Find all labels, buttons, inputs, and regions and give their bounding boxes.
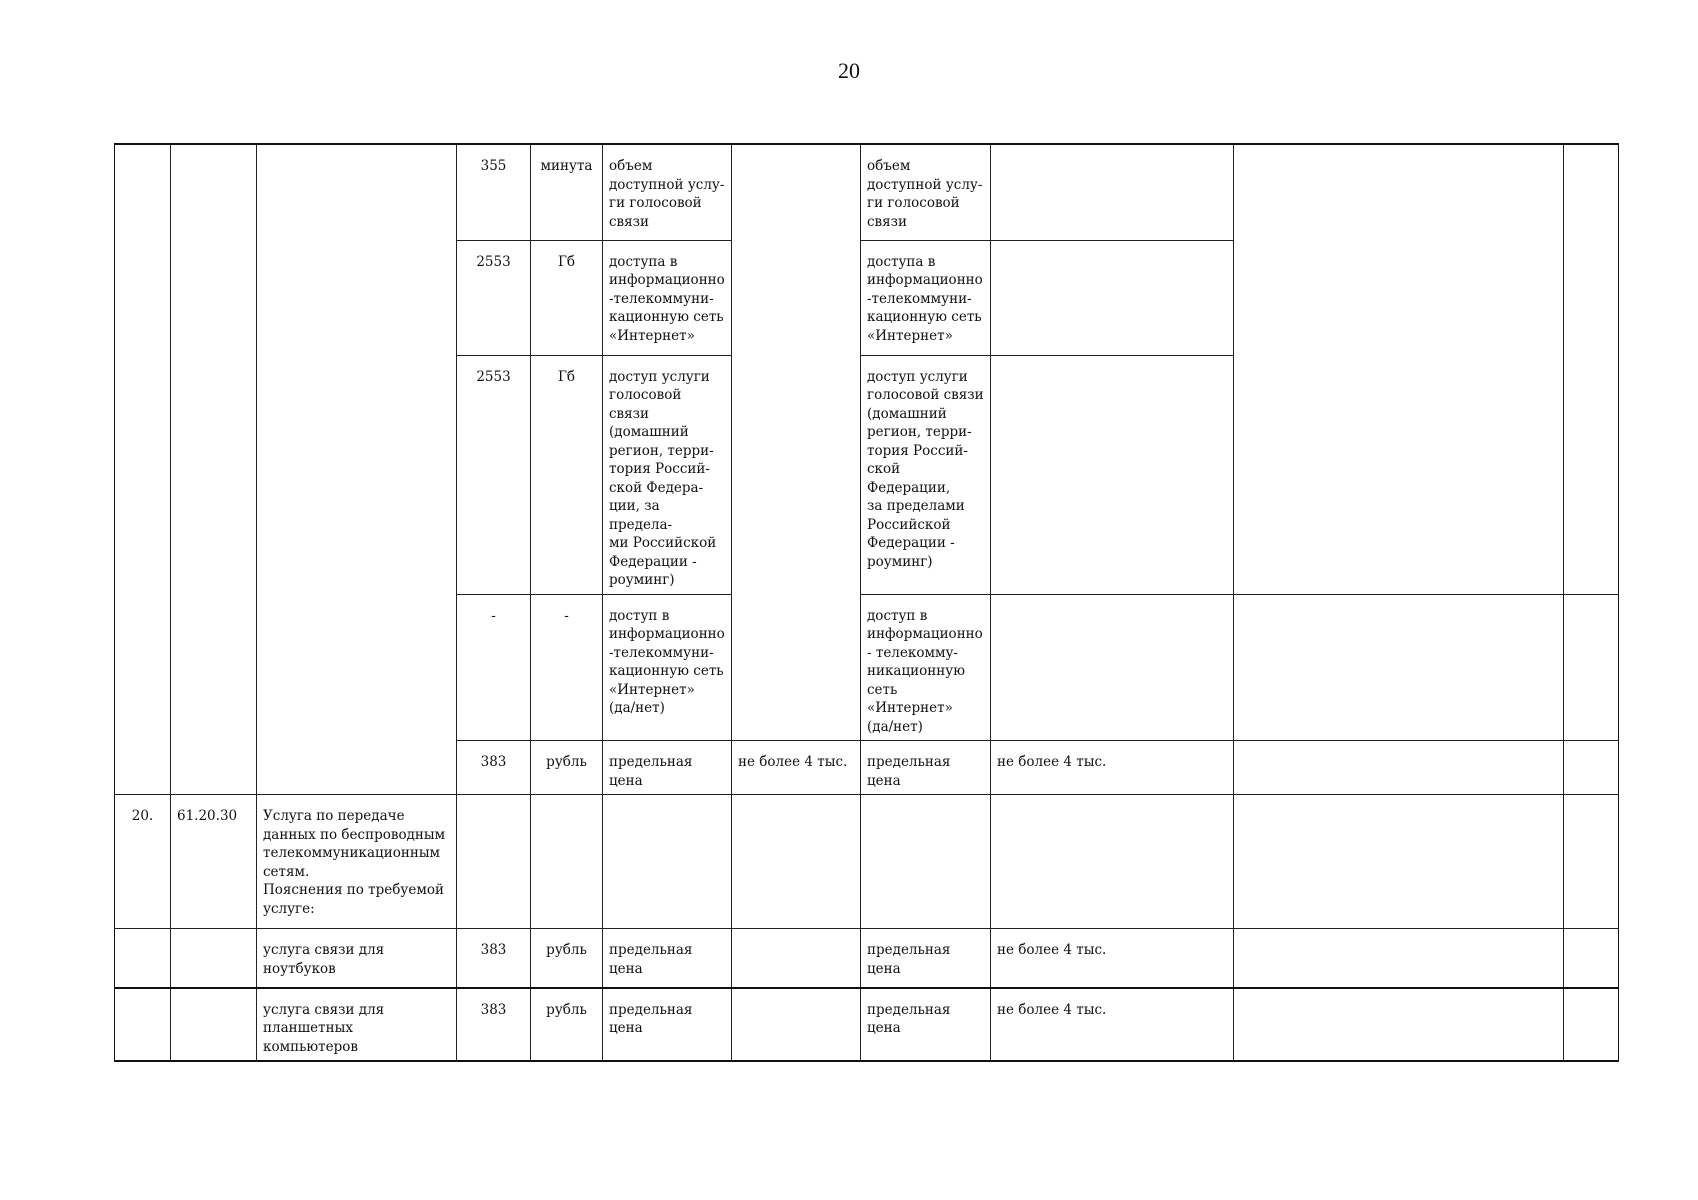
table-row (115, 144, 1619, 240)
cell-desc: доступа в информационно -телекоммуни- кационную сеть «Интернет» (603, 240, 732, 355)
cell-unit: Гб (531, 240, 603, 355)
cell-note-empty (1234, 144, 1564, 594)
cell-desc: доступ услуги голосовой связи (домашний регион, терри- тория Россий- ской Федера- ции, за предела- ми Российской Федерации - роуминг) (603, 355, 732, 594)
cell-value2: не более 4 тыс. (991, 741, 1234, 795)
cell-unit: рубль (531, 929, 603, 988)
cell-empty (115, 988, 171, 1062)
cell-code-empty (171, 144, 257, 795)
cell-qty: 2553 (457, 240, 531, 355)
cell-empty (1564, 988, 1619, 1062)
cell-qty: 383 (457, 929, 531, 988)
cell-empty (1234, 929, 1564, 988)
cell-num-empty (115, 144, 171, 795)
cell-empty (603, 795, 732, 929)
cell-last-empty (1564, 594, 1619, 741)
cell-value2: не более 4 тыс. (991, 988, 1234, 1062)
cell-empty (732, 795, 861, 929)
cell-desc: предельная цена (603, 988, 732, 1062)
cell-empty (1234, 795, 1564, 929)
cell-desc2: доступ услуги голосовой связи (домашний регион, терри- тория Россий- ской Федерации, за пределами Российской Федерации - роуминг) (861, 355, 991, 594)
cell-unit: минута (531, 144, 603, 240)
cell-desc2: доступ в информационно - телекомму- никационную сеть «Интернет» (да/нет) (861, 594, 991, 741)
page-number: 20 (838, 58, 860, 83)
cell-qty: 383 (457, 988, 531, 1062)
cell-subitem-name: услуга связи для планшетных компьютеров (257, 988, 457, 1062)
cell-unit: Гб (531, 355, 603, 594)
cell-empty (732, 929, 861, 988)
requirements-table (114, 143, 1619, 1062)
cell-value2-empty (991, 144, 1234, 240)
cell-item-code: 61.20.30 (171, 795, 257, 929)
cell-desc: предельная цена (603, 741, 732, 795)
cell-item-number: 20. (115, 795, 171, 929)
cell-desc2: доступа в информационно -телекоммуни- кационную сеть «Интернет» (861, 240, 991, 355)
cell-value: не более 4 тыс. (732, 741, 861, 795)
table-row (115, 795, 1619, 929)
cell-desc2: объем доступной услу- ги голосовой связи (861, 144, 991, 240)
cell-unit: рубль (531, 988, 603, 1062)
cell-empty (1234, 988, 1564, 1062)
cell-name-empty (257, 144, 457, 795)
cell-value2-empty (991, 240, 1234, 355)
cell-unit: рубль (531, 741, 603, 795)
cell-qty: 383 (457, 741, 531, 795)
cell-desc2: предельная цена (861, 988, 991, 1062)
cell-qty: 355 (457, 144, 531, 240)
cell-value-empty (732, 144, 861, 741)
cell-desc2: предельная цена (861, 741, 991, 795)
cell-empty (861, 795, 991, 929)
cell-last-empty (1564, 741, 1619, 795)
cell-empty (115, 929, 171, 988)
cell-empty (991, 795, 1234, 929)
cell-desc: доступ в информационно -телекоммуни- кационную сеть «Интернет» (да/нет) (603, 594, 732, 741)
cell-empty (732, 988, 861, 1062)
cell-empty (171, 988, 257, 1062)
cell-value2-empty (991, 355, 1234, 594)
cell-unit: - (531, 594, 603, 741)
cell-item-name: Услуга по передаче данных по беспроводным телекоммуникационным сетям. Пояснения по требуемой услуге: (257, 795, 457, 929)
cell-value2-empty (991, 594, 1234, 741)
table-row (115, 929, 1619, 988)
cell-note-empty (1234, 741, 1564, 795)
cell-empty (531, 795, 603, 929)
cell-note-empty (1234, 594, 1564, 741)
cell-empty (171, 929, 257, 988)
cell-empty (1564, 929, 1619, 988)
cell-empty (1564, 795, 1619, 929)
cell-desc: объем доступной услу- ги голосовой связи (603, 144, 732, 240)
cell-desc2: предельная цена (861, 929, 991, 988)
cell-desc: предельная цена (603, 929, 732, 988)
cell-qty: - (457, 594, 531, 741)
cell-qty: 2553 (457, 355, 531, 594)
table-row (115, 988, 1619, 1062)
cell-empty (457, 795, 531, 929)
cell-value2: не более 4 тыс. (991, 929, 1234, 988)
cell-subitem-name: услуга связи для ноутбуков (257, 929, 457, 988)
cell-last-empty (1564, 144, 1619, 594)
